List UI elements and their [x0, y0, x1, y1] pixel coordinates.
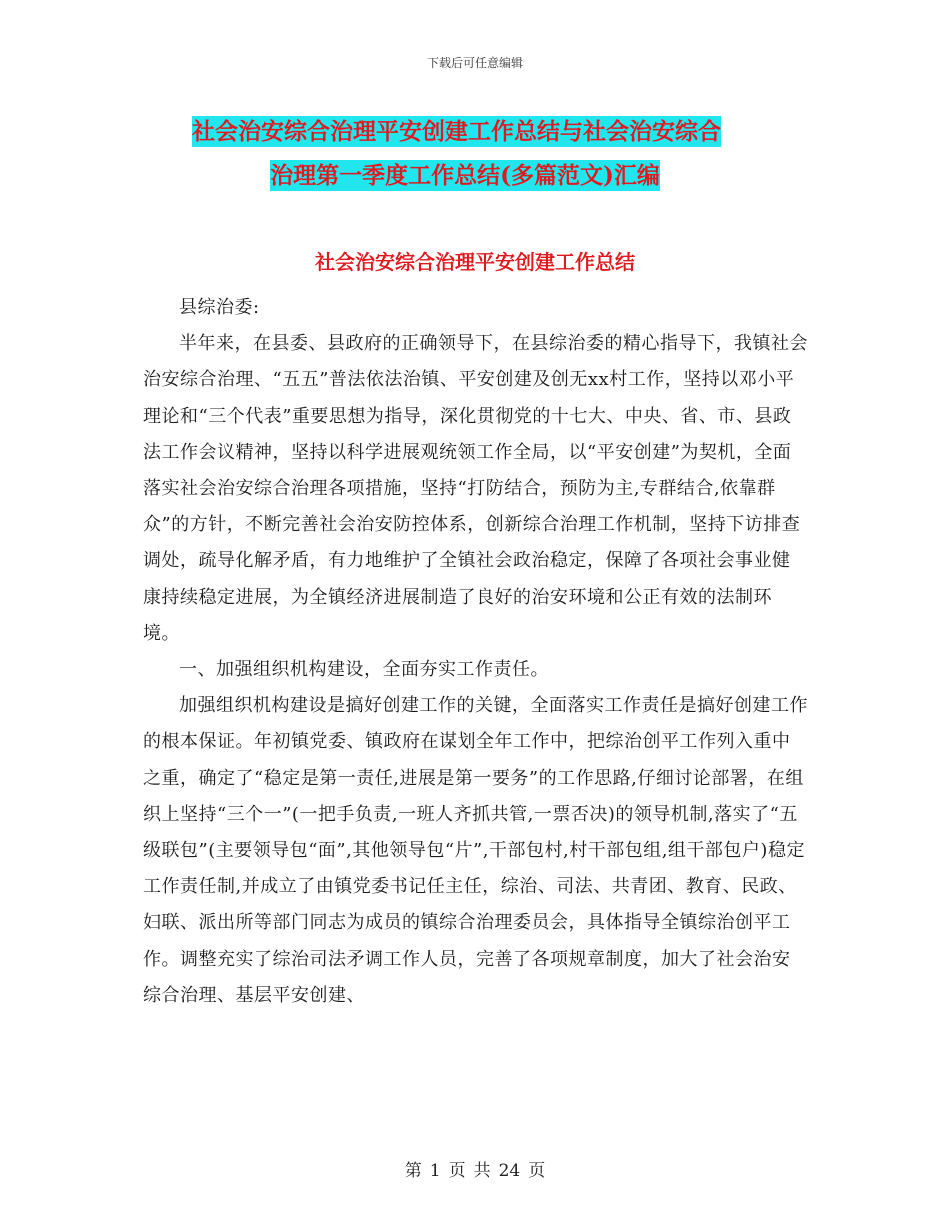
paragraph: 加强组织机构建设是搞好创建工作的关键，全面落实工作责任是搞好创建工作的根本保证。年初镇党委、镇政府在谋划全年工作中，把综治创平工作列入重中之重，确定了“稳定是第一责任,进展是第一要务”的工作思路,仔细讨论部署，在组织上坚持“三个一”(一把手负责,一班人齐抓共管,一票否决)的领导机制,落实了“五级联包”(主要领导包“面”,其他领导包“片”,干部包村,村干部包组,组干部包户)稳定工作责任制,并成立了由镇党委书记任主任，综治、司法、共青团、教育、民政、妇联、派出所等部门同志为成员的镇综合治理委员会，具体指导全镇综治创平工作。调整充实了综治司法矛调工作人员，完善了各项规章制度，加大了社会治安综合治理、基层平安创建、: [143, 695, 808, 1006]
page-number: 1: [429, 1161, 441, 1181]
paragraph: 半年来，在县委、县政府的正确领导下，在县综治委的精心指导下，我镇社会治安综合治理、“五五”普法依法治镇、平安创建及创无xx村工作，坚持以邓小平理论和“三个代表”重要思想为指导，深化贯彻党的十七大、中央、省、市、县政法工作会议精神，坚持以科学进展观统领工作全局，以“平安创建”为契机，全面落实社会治安综合治理各项措施，坚持“打防结合，预防为主,专群结合,依靠群众”的方针，不断完善社会治安防控体系，创新综合治理工作机制，坚持下访排查调处，疏导化解矛盾，有力地维护了全镇社会政治稳定，保障了各项社会事业健康持续稳定进展，为全镇经济进展制造了良好的治安环境和公正有效的法制环境。: [143, 333, 808, 644]
title-line-2: 治理第一季度工作总结(多篇范文)汇编: [270, 162, 660, 189]
page-footer: [0, 1156, 950, 1181]
page-label-prefix: 第: [404, 1161, 422, 1181]
paragraph: 一、加强组织机构建设，全面夯实工作责任。: [179, 659, 549, 681]
page-label-mid: 页: [448, 1161, 466, 1181]
section-subtitle: 社会治安综合治理平安创建工作总结: [315, 250, 635, 274]
total-label-prefix: 共: [473, 1161, 491, 1181]
total-label-suffix: 页: [528, 1161, 546, 1181]
total-pages: 24: [498, 1161, 521, 1181]
document-body: [143, 290, 808, 1014]
paragraph: 县综治委:: [179, 297, 260, 318]
title-line-1: 社会治安综合治理平安创建工作总结与社会治安综合: [192, 118, 721, 145]
document-title: [140, 110, 810, 198]
header-note: 下载后可任意编辑: [426, 56, 523, 70]
